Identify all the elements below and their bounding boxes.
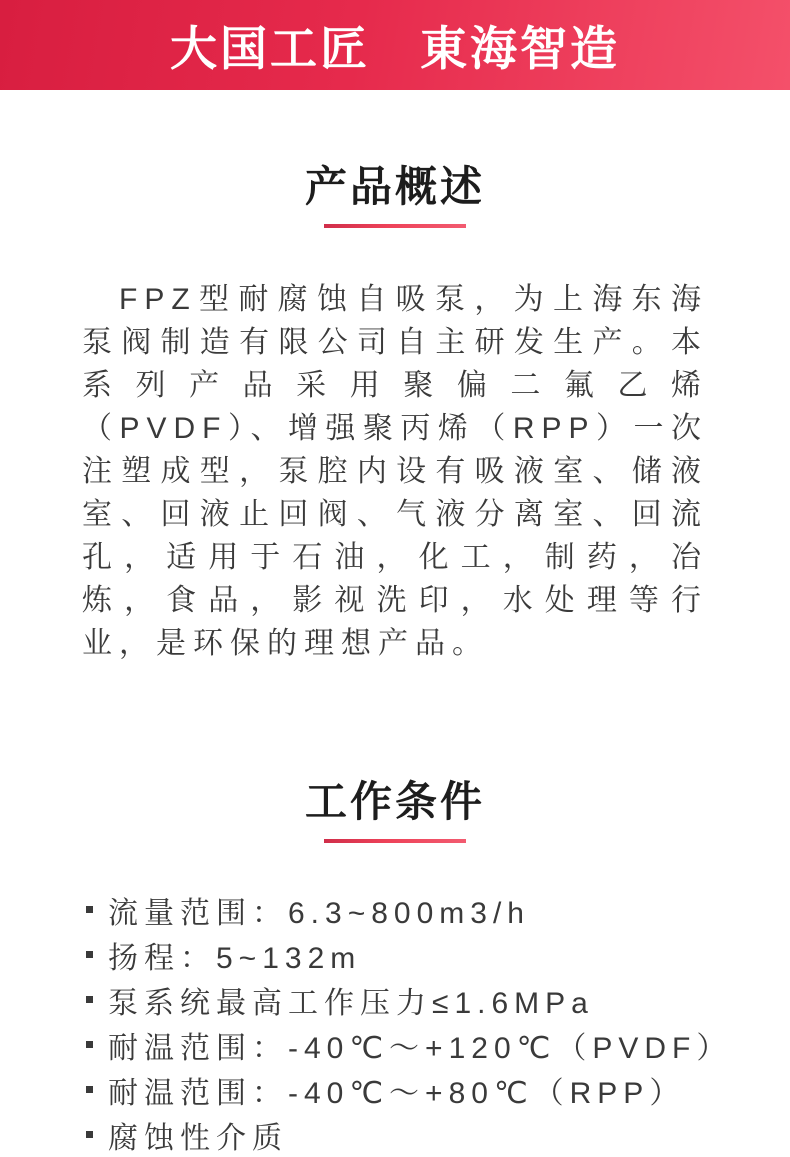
list-item (86, 977, 730, 1022)
bullet-dot-icon (86, 1041, 93, 1048)
conditions-title: 工作条件 (304, 778, 485, 825)
bullet-dot-icon (86, 1086, 93, 1093)
list-item (86, 1022, 733, 1067)
list-item (86, 887, 730, 932)
bullet-dot-icon (86, 996, 93, 1003)
condition-corrosive-media: 腐蚀性介质 (108, 1121, 288, 1155)
bullet-dot-icon (86, 951, 93, 958)
condition-head-range: 扬程：5~132m (108, 941, 362, 975)
condition-temp-range-pvdf: 耐温范围：-40℃～+120℃（PVDF） (108, 1031, 733, 1065)
list-item (86, 1067, 730, 1112)
overview-paragraph: FPZ型耐腐蚀自吸泵，为上海东海泵阀制造有限公司自主研发生产。本系列产品采用聚偏二氟乙烯（PVDF）、增强聚丙烯（RPP）一次注塑成型，泵腔内设有吸液室、储液室、回液止回阀、气液分离室、回流孔，适用于石油，化工，制药，冶炼，食品，影视洗印，水处理等行业，是环保的理想产品。 (82, 283, 708, 660)
conditions-list (86, 887, 733, 1157)
conditions-title-underline (324, 839, 466, 843)
condition-max-pressure: 泵系统最高工作压力≤1.6MPa (108, 986, 594, 1020)
overview-title-underline (324, 224, 466, 228)
condition-temp-range-rpp: 耐温范围：-40℃～+80℃（RPP） (108, 1076, 686, 1110)
condition-flow-range: 流量范围：6.3~800m3/h (108, 896, 530, 930)
list-item (86, 1112, 730, 1157)
top-banner (0, 0, 790, 90)
banner-title: 大国工匠 東海智造 (170, 21, 620, 75)
bullet-dot-icon (86, 1131, 93, 1138)
section-working-conditions (0, 778, 790, 1157)
bullet-dot-icon (86, 906, 93, 913)
list-item (86, 932, 730, 977)
overview-title: 产品概述 (304, 163, 485, 210)
section-product-overview (0, 163, 790, 665)
